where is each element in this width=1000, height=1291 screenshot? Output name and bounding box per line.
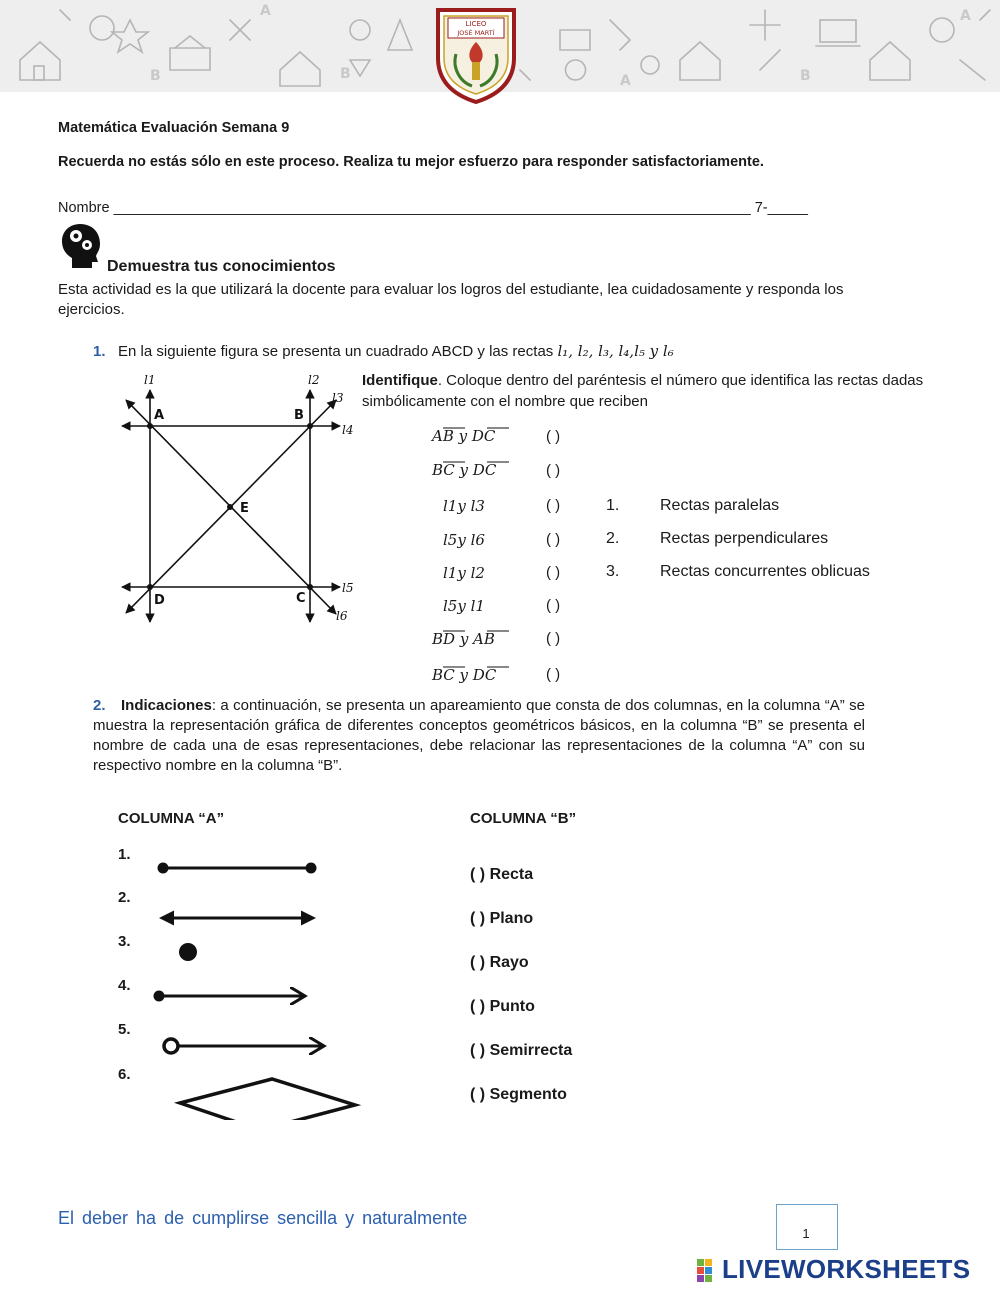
column-a-num-3: 3. <box>118 933 131 950</box>
answer-paren-8[interactable]: ( ) <box>546 666 561 683</box>
column-b-item-2[interactable] <box>470 910 533 928</box>
pair-2: BC y DC <box>432 461 497 479</box>
grade-line[interactable]: _____ <box>767 200 808 216</box>
answer-paren-5[interactable]: ( ) <box>546 564 561 581</box>
point-d-label: D <box>154 593 165 608</box>
column-b-label-5: Semirrecta <box>489 1042 573 1059</box>
svg-text:B: B <box>150 68 161 84</box>
point-b-label: B <box>294 408 304 423</box>
column-a-title: COLUMNA “A” <box>118 810 225 827</box>
footer-quote: El deber ha de cumplirse sencilla y naturalmente <box>58 1208 468 1228</box>
question-2-bold: Indicaciones <box>121 697 212 714</box>
pair-5: l1y l2 <box>443 564 485 582</box>
column-b-label-3: Rayo <box>489 954 529 971</box>
column-b-paren-2[interactable]: ( ) <box>470 910 486 927</box>
svg-text:B: B <box>800 68 811 84</box>
svg-text:A: A <box>260 3 271 19</box>
segment-figure <box>158 863 317 874</box>
pair-8: BC y DC <box>432 666 497 684</box>
pair-6: l5y l1 <box>443 597 485 615</box>
point-c-label: C <box>296 591 306 606</box>
question-2 <box>93 696 865 776</box>
vector-overlines <box>440 420 520 690</box>
answer-paren-1[interactable]: ( ) <box>546 428 561 445</box>
pair-7: BD y AB <box>432 630 495 648</box>
page-title: Matemática Evaluación Semana 9 <box>58 120 290 136</box>
answer-label-3: Rectas concurrentes oblicuas <box>660 563 870 580</box>
question-1-rect-list: l₁, l₂, l₃, l₄,l₅ y l₆ <box>557 342 674 360</box>
answer-paren-7[interactable]: ( ) <box>546 630 561 647</box>
answer-num-3: 3. <box>606 563 620 580</box>
line-l3-label: l3 <box>332 391 344 405</box>
answer-paren-2[interactable]: ( ) <box>546 462 561 479</box>
head-gears-icon <box>60 222 104 270</box>
ray-figure <box>154 991 306 1002</box>
pair-1: AB y DC <box>432 427 496 445</box>
answer-paren-3[interactable]: ( ) <box>546 497 561 514</box>
point-e-label: E <box>240 501 249 516</box>
column-a-num-1: 1. <box>118 846 131 863</box>
column-a-num-2: 2. <box>118 889 131 906</box>
line-l2-label: l2 <box>308 373 320 387</box>
answer-label-2: Rectas perpendiculares <box>660 530 829 547</box>
page-number: 1 <box>802 1226 810 1241</box>
column-b-label-4: Punto <box>489 998 535 1015</box>
answer-num-2: 2. <box>606 530 620 547</box>
column-b-label-1: Recta <box>489 866 534 883</box>
crest-text-bottom: JOSÉ MARTÍ <box>457 29 495 37</box>
question-1-text: En la siguiente figura se presenta un cuadrado ABCD y las rectas <box>118 343 558 360</box>
plane-figure <box>180 1079 355 1120</box>
column-b-label-6: Segmento <box>489 1086 567 1103</box>
pair-4: l5y l6 <box>443 531 485 549</box>
question-2-text: : a continuación, se presenta un apareamiento que consta de dos columnas, en la columna “A” se muestra la representación gráfica de diferentes conceptos geométricos básicos, en la columna “B” se presenta el nombre de cada una de esas representaciones, debe relacionar las representaciones de la columna “A” con su respectivo nombre en la columna “B”. <box>93 697 865 774</box>
line-l1-label: l1 <box>144 373 156 387</box>
column-b-item-3[interactable] <box>470 954 529 972</box>
pair-3: l1y l3 <box>443 497 485 515</box>
question-2-number: 2. <box>93 697 106 714</box>
column-a-num-6: 6. <box>118 1066 131 1083</box>
column-b-paren-4[interactable]: ( ) <box>470 998 486 1015</box>
column-a-num-4: 4. <box>118 977 131 994</box>
liveworksheets-logo-icon <box>697 1259 721 1283</box>
column-b-paren-5[interactable]: ( ) <box>470 1042 486 1059</box>
column-b-item-4[interactable] <box>470 998 535 1016</box>
column-b-item-1[interactable] <box>470 866 533 884</box>
column-a-num-5: 5. <box>118 1021 131 1038</box>
identifique-text: . Coloque dentro del paréntesis el número que identifica las rectas dadas simbólicamente con el nombre que reciben <box>362 372 924 410</box>
subtitle: Recuerda no estás sólo en este proceso. Realiza tu mejor esfuerzo para responder satisfactoriamente. <box>58 154 764 170</box>
line-l6-label: l6 <box>336 609 348 623</box>
column-b-title: COLUMNA “B” <box>470 810 577 827</box>
column-b-label-2: Plano <box>489 910 534 927</box>
grade-label: 7- <box>750 200 768 216</box>
answer-paren-4[interactable]: ( ) <box>546 531 561 548</box>
column-b-paren-6[interactable]: ( ) <box>470 1086 486 1103</box>
school-crest <box>432 4 520 104</box>
svg-text:B: B <box>340 66 351 82</box>
answer-num-1: 1. <box>606 497 620 514</box>
line-l4-label: l4 <box>342 423 354 437</box>
nombre-line[interactable]: _______________________________________________________________________________ <box>113 200 751 216</box>
question-1-number: 1. <box>93 343 106 360</box>
svg-text:A: A <box>620 73 631 89</box>
answer-label-1: Rectas paralelas <box>660 497 780 514</box>
liveworksheets-logo-text[interactable]: LIVEWORKSHEETS <box>722 1254 971 1284</box>
semirrecta-figure <box>164 1039 324 1053</box>
nombre-field[interactable] <box>58 200 808 216</box>
section-title: Demuestra tus conocimientos <box>107 258 336 275</box>
column-b-item-5[interactable] <box>470 1042 572 1060</box>
column-b-item-6[interactable] <box>470 1086 567 1104</box>
nombre-label: Nombre <box>58 200 114 216</box>
square-figure <box>112 370 362 632</box>
point-a-label: A <box>154 408 165 423</box>
point-figure <box>179 943 197 961</box>
question-1 <box>93 342 674 360</box>
identifique-instructions <box>362 370 927 412</box>
column-b-paren-3[interactable]: ( ) <box>470 954 486 971</box>
instructions: Esta actividad es la que utilizará la docente para evaluar los logros del estudiante, lea cuidadosamente y responda los ejercicios. <box>58 281 844 318</box>
column-b-paren-1[interactable]: ( ) <box>470 866 486 883</box>
identifique-bold: Identifique <box>362 372 438 389</box>
column-a-figures <box>150 850 370 1120</box>
crest-text-top: LICEO <box>465 20 487 28</box>
answer-paren-6[interactable]: ( ) <box>546 597 561 614</box>
line-l5-label: l5 <box>342 581 354 595</box>
svg-text:A: A <box>960 8 971 24</box>
